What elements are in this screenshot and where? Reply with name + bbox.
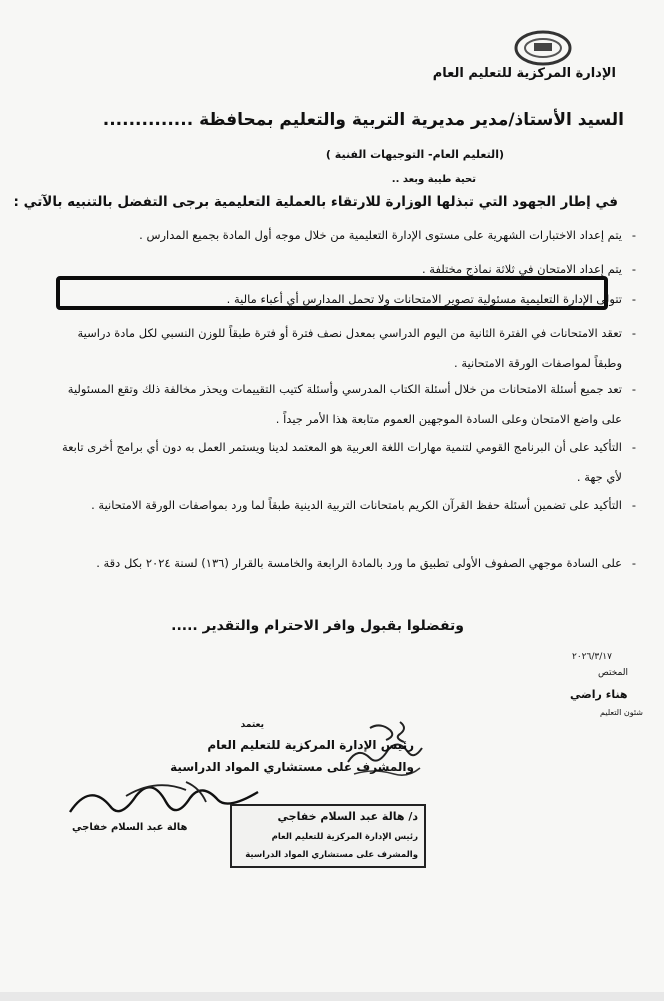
- addressee-line: السيد الأستاذ/مدير مديرية التربية والتعليم بمحافظة ..............: [102, 110, 624, 130]
- bullet-item: - يتم إعداد الامتحان في ثلاثة نماذج مختلفة .: [48, 254, 622, 284]
- closing-line: وتفضلوا بقبول وافر الاحترام والتقدير .....: [171, 618, 464, 634]
- supervisor-title: والمشرف على مستشاري المواد الدراسية: [170, 760, 414, 774]
- bullet-item: - يتم إعداد الاختبارات الشهرية على مستوى الإدارة التعليمية من خلال موجه أول المادة بجميع المدارس .: [48, 220, 622, 250]
- bullet-item: - تعقد الامتحانات في الفترة الثانية من اليوم الدراسي بمعدل نصف فترة أو فترة طبقاً للوزن النسبي لكل مادة دراسية وطبقاً لمواصفات الورقة الامتحانية .: [48, 318, 622, 378]
- letter-date: ٢٠٢٦/٣/١٧: [572, 652, 612, 662]
- bullet-item: - على السادة موجهي الصفوف الأولى تطبيق ما ورد بالمادة الرابعة والخامسة بالقرار (١٣٦) لسنة ٢٠٢٤ بكل دقة .: [48, 548, 622, 578]
- approved-label: يعتمد: [240, 720, 264, 730]
- bullet-item: - التأكيد على تضمين أسئلة حفظ القرآن الكريم بامتحانات التربية الدينية طبقاً لما ورد بمواصفات الورقة الامتحانية .: [48, 490, 622, 520]
- greeting-line: تحية طيبة وبعد ..: [391, 174, 476, 185]
- ministry-logo-icon: [512, 28, 574, 68]
- bullet-item: - تعد جميع أسئلة الامتحانات من خلال أسئلة الكتاب المدرسي وأسئلة كتيب التقييمات ويحذر مخالفة ذلك وتقع المسئولية على واضع الامتحان وعلى السادة الموجهين العموم متابعة هذا الأمر جيداً .: [48, 374, 622, 434]
- stamp-name: د/ هالة عبد السلام خفاجي: [277, 810, 418, 823]
- department-name: الإدارة المركزية للتعليم العام: [432, 66, 616, 81]
- intro-line: في إطار الجهود التي تبذلها الوزارة للارتقاء بالعملية التعليمية برجى التفضل بالتنبيه بالآتي :: [13, 194, 618, 210]
- stamp-title-line: والمشرف على مستشاري المواد الدراسية: [245, 850, 418, 860]
- stamp-title-line: رئيس الإدارة المركزية للتعليم العام: [271, 832, 418, 842]
- reviewer-title: شئون التعليم: [600, 708, 643, 717]
- official-stamp: [230, 804, 426, 868]
- page-bottom-edge: [0, 992, 664, 1001]
- bullet-item-highlighted: - تتولى الإدارة التعليمية مسئولية تصوير الامتحانات ولا تحمل المدارس أي أعباء مالية .: [48, 284, 622, 314]
- bullet-item: - التأكيد على أن البرنامج القومي لتنمية مهارات اللغة العربية هو المعتمد لدينا ويستمر العمل به دون أي برامج أخرى تابعة لأي جهة .: [48, 432, 622, 492]
- head-title: رئيس الإدارة المركزية للتعليم العام: [207, 738, 414, 752]
- signature-name-handwriting: هالة عبد السلام خفاجي: [72, 822, 188, 833]
- reviewer-label: المختص: [598, 668, 628, 678]
- department-line: (التعليم العام- التوجيهات الفنية ): [325, 148, 504, 161]
- reviewer-name: هناء راضي: [570, 688, 628, 701]
